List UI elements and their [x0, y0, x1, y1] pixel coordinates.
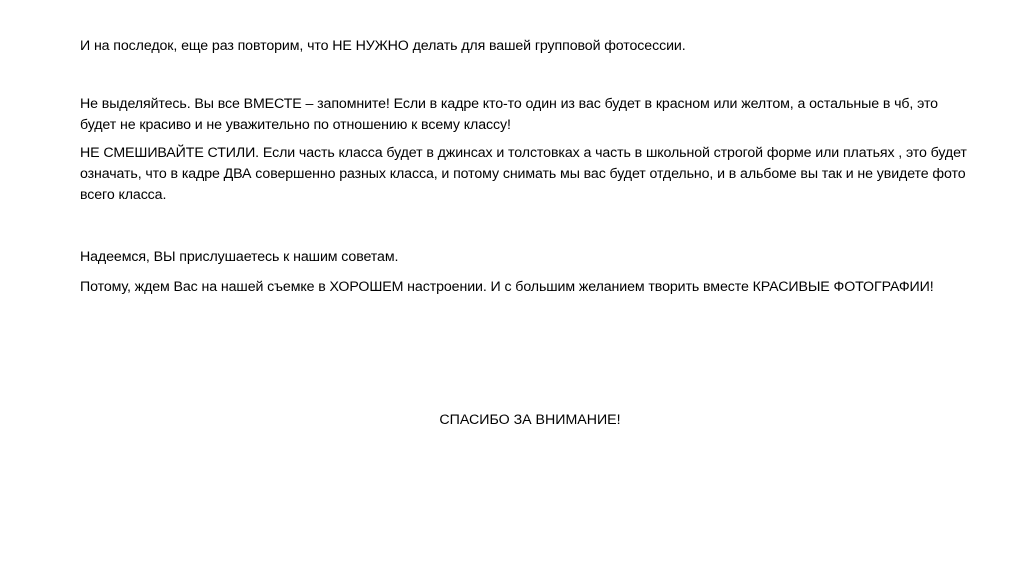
intro-paragraph: И на последок, еще раз повторим, что НЕ НУЖНО делать для вашей групповой фотосессии. — [80, 38, 686, 54]
styles-paragraph: НЕ СМЕШИВАЙТЕ СТИЛИ. Если часть класса будет в джинсах и толстовках а часть в школьной строгой форме или платьях , это будет означать, что в кадре ДВА совершенно разных класса, и потому снимать мы вас будет отдельно, и в альбоме вы так и не увидете фото всего класса. — [80, 145, 967, 203]
closing-text: СПАСИБО ЗА ВНИМАНИЕ! — [439, 412, 621, 428]
mood-paragraph: Потому, ждем Вас на нашей съемке в ХОРОШЕМ настроении. И с большим желанием творить вместе КРАСИВЫЕ ФОТОГРАФИИ! — [80, 279, 934, 295]
hope-paragraph: Надеемся, ВЫ прислушаетесь к нашим советам. — [80, 249, 399, 265]
together-paragraph: Не выделяйтесь. Вы все ВМЕСТЕ – запомните! Если в кадре кто-то один из вас будет в красном или желтом, а остальные в чб, это будет не красиво и не уважительно по отношению к всему классу! — [80, 96, 938, 133]
